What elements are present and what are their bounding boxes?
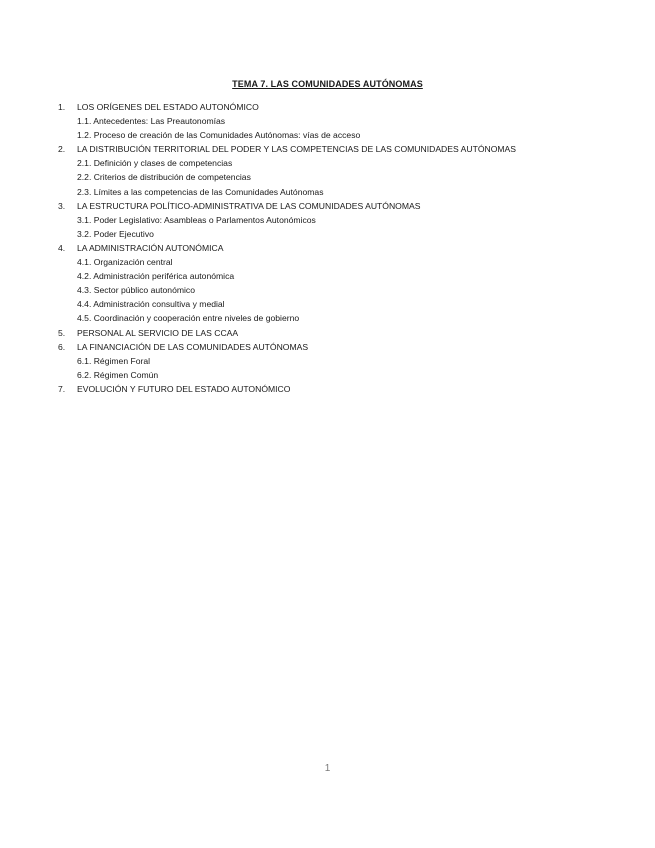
- table-of-contents: [58, 100, 618, 396]
- toc-subsection-label: 3.1. Poder Legislativo: Asambleas o Parlamentos Autonómicos: [77, 214, 316, 225]
- toc-section-number: 3.: [58, 200, 66, 211]
- toc-section-number: 5.: [58, 327, 66, 338]
- toc-section: [58, 142, 618, 156]
- toc-section-number: 6.: [58, 341, 66, 352]
- toc-subsection: [58, 269, 618, 283]
- toc-subsection: [58, 156, 618, 170]
- toc-subsection-label: 4.3. Sector público autonómico: [77, 285, 195, 296]
- toc-subsection: [58, 213, 618, 227]
- toc-subsection: [58, 128, 618, 142]
- toc-section-label: LA ESTRUCTURA POLÍTICO-ADMINISTRATIVA DE LAS COMUNIDADES AUTÓNOMAS: [77, 200, 421, 211]
- toc-subsection-label: 4.2. Administración periférica autonómica: [77, 271, 235, 282]
- toc-subsection: [58, 185, 618, 199]
- toc-subsection: [58, 114, 618, 128]
- toc-subsection-label: 1.1. Antecedentes: Las Preautonomías: [77, 116, 226, 127]
- toc-subsection: [58, 255, 618, 269]
- toc-subsection: [58, 368, 618, 382]
- toc-section: [58, 100, 618, 114]
- toc-section-number: 7.: [58, 383, 66, 394]
- toc-subsection-label: 2.3. Límites a las competencias de las Comunidades Autónomas: [77, 186, 324, 197]
- document-title: TEMA 7. LAS COMUNIDADES AUTÓNOMAS: [232, 79, 423, 89]
- toc-section-number: 2.: [58, 144, 66, 155]
- toc-section-number: 1.: [58, 102, 66, 112]
- toc-section-label: PERSONAL AL SERVICIO DE LAS CCAA: [77, 327, 239, 338]
- toc-subsection-label: 2.1. Definición y clases de competencias: [77, 158, 233, 169]
- toc-subsection-label: 1.2. Proceso de creación de las Comunidades Autónomas: vías de acceso: [77, 130, 361, 141]
- toc-subsection: [58, 170, 618, 184]
- toc-section-label: LA DISTRIBUCIÓN TERRITORIAL DEL PODER Y LAS COMPETENCIAS DE LAS COMUNIDADES AUTÓNOMAS: [77, 144, 517, 155]
- toc-section-label: LOS ORÍGENES DEL ESTADO AUTONÓMICO: [77, 102, 259, 112]
- toc-subsection-label: 6.2. Régimen Común: [77, 369, 159, 380]
- toc-section-label: LA ADMINISTRACIÓN AUTONÓMICA: [77, 242, 224, 253]
- toc-subsection: [58, 297, 618, 311]
- toc-section: [58, 340, 618, 354]
- toc-section: [58, 241, 618, 255]
- toc-subsection-label: 3.2. Poder Ejecutivo: [77, 228, 154, 239]
- toc-subsection: [58, 311, 618, 325]
- toc-section: [58, 326, 618, 340]
- toc-section-label: EVOLUCIÓN Y FUTURO DEL ESTADO AUTONÓMICO: [77, 383, 291, 394]
- toc-subsection: [58, 354, 618, 368]
- toc-subsection: [58, 227, 618, 241]
- toc-subsection-label: 2.2. Criterios de distribución de competencias: [77, 172, 251, 183]
- toc-section: [58, 199, 618, 213]
- toc-section: [58, 382, 618, 396]
- toc-subsection: [58, 283, 618, 297]
- toc-subsection-label: 6.1. Régimen Foral: [77, 355, 151, 366]
- toc-section-label: LA FINANCIACIÓN DE LAS COMUNIDADES AUTÓNOMAS: [77, 341, 309, 352]
- toc-subsection-label: 4.4. Administración consultiva y medial: [77, 299, 225, 310]
- toc-section-number: 4.: [58, 242, 66, 253]
- page-number: 1: [324, 763, 331, 774]
- toc-subsection-label: 4.1. Organización central: [77, 257, 173, 268]
- toc-subsection-label: 4.5. Coordinación y cooperación entre niveles de gobierno: [77, 313, 300, 324]
